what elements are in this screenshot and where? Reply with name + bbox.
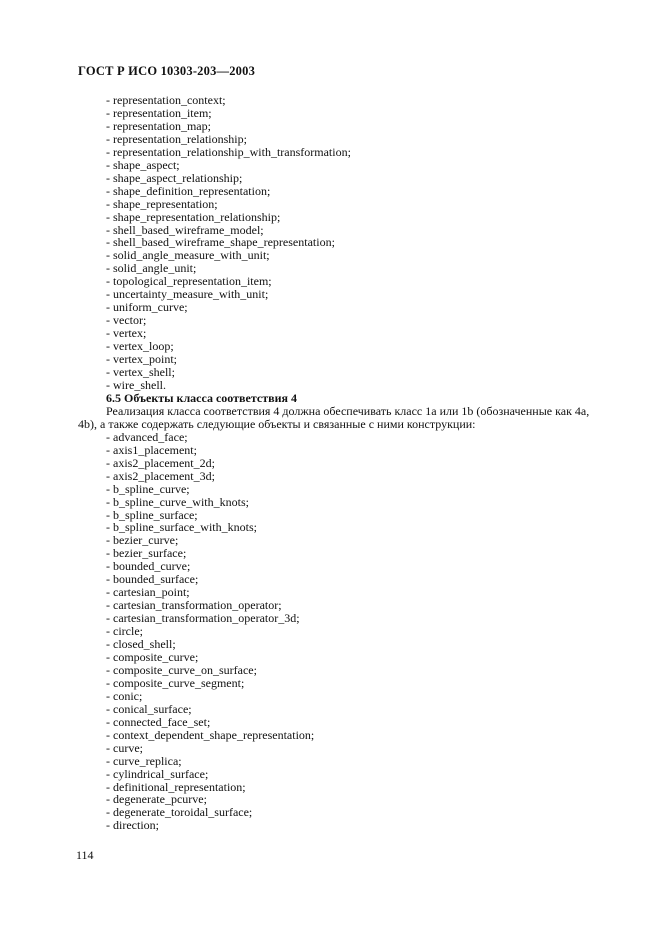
list-item: - composite_curve;: [106, 649, 199, 664]
paragraph-line-1: Реализация класса соответствия 4 должна обеспечивать класс 1a или 1b (обозначенные как 4a,: [106, 403, 590, 418]
list-item: - b_spline_curve_with_knots;: [106, 494, 249, 509]
list-item: - composite_curve_on_surface;: [106, 662, 257, 677]
list-item: - vertex_loop;: [106, 339, 174, 354]
list-item: - uncertainty_measure_with_unit;: [106, 287, 269, 302]
list-item: - cylindrical_surface;: [106, 766, 209, 781]
list-item: - b_spline_surface_with_knots;: [106, 520, 257, 535]
list-item: - shape_representation;: [106, 196, 218, 211]
list-item: - vertex_point;: [106, 352, 177, 367]
list-item: - wire_shell.: [106, 377, 166, 392]
list-item: - shape_aspect_relationship;: [106, 170, 243, 185]
list-item: - shape_definition_representation;: [106, 183, 271, 198]
page-header: ГОСТ Р ИСО 10303-203—2003: [78, 64, 256, 78]
list-item: - bezier_surface;: [106, 546, 187, 561]
list-item: - bounded_surface;: [106, 572, 199, 587]
list-item: - direction;: [106, 818, 159, 833]
list-item: - circle;: [106, 624, 143, 639]
list-item: - shell_based_wireframe_shape_representation;: [106, 235, 335, 250]
entity-list-class3: [106, 94, 646, 392]
list-item: - shell_based_wireframe_model;: [106, 222, 264, 237]
list-item: - representation_item;: [106, 105, 212, 120]
list-item: - conical_surface;: [106, 701, 192, 716]
list-item: - composite_curve_segment;: [106, 675, 245, 690]
list-item: - bounded_curve;: [106, 559, 191, 574]
list-item: - uniform_curve;: [106, 300, 188, 315]
list-item: - axis2_placement_2d;: [106, 455, 215, 470]
page-number: 114: [76, 848, 94, 862]
list-item: - closed_shell;: [106, 637, 176, 652]
list-item: - advanced_face;: [106, 429, 188, 444]
document-body: [78, 93, 646, 833]
list-item: - curve_replica;: [106, 753, 182, 768]
list-item: - vertex;: [106, 326, 147, 341]
list-item: - axis2_placement_3d;: [106, 468, 215, 483]
list-item: - shape_aspect;: [106, 157, 180, 172]
list-item: - curve;: [106, 740, 143, 755]
list-item: - context_dependent_shape_representation;: [106, 727, 315, 742]
list-item: - representation_map;: [106, 118, 211, 133]
entity-list-class4: [106, 431, 646, 833]
list-item: - vertex_shell;: [106, 365, 175, 380]
section-heading: 6.5 Объекты класса соответствия 4: [106, 390, 297, 405]
list-item: - topological_representation_item;: [106, 274, 272, 289]
list-item: - degenerate_pcurve;: [106, 792, 207, 807]
list-item: - conic;: [106, 688, 143, 703]
list-item: - connected_face_set;: [106, 714, 211, 729]
list-item: - definitional_representation;: [106, 779, 246, 794]
list-item: - solid_angle_measure_with_unit;: [106, 248, 270, 263]
list-item: - cartesian_transformation_operator;: [106, 598, 282, 613]
list-item: - vector;: [106, 313, 147, 328]
list-item: - degenerate_toroidal_surface;: [106, 805, 253, 820]
list-item: - cartesian_transformation_operator_3d;: [106, 611, 300, 626]
list-item: - cartesian_point;: [106, 585, 190, 600]
list-item: - axis1_placement;: [106, 442, 197, 457]
paragraph-line-2: 4b), а также содержать следующие объекты и связанные с ними конструкции:: [78, 416, 476, 431]
list-item: - shape_representation_relationship;: [106, 209, 281, 224]
list-item: - bezier_curve;: [106, 533, 179, 548]
list-item: - b_spline_surface;: [106, 507, 198, 522]
list-item: - solid_angle_unit;: [106, 261, 197, 276]
list-item: - representation_relationship_with_transformation;: [106, 144, 351, 159]
list-item: - representation_context;: [106, 93, 226, 107]
list-item: - representation_relationship;: [106, 131, 247, 146]
list-item: - b_spline_curve;: [106, 481, 190, 496]
